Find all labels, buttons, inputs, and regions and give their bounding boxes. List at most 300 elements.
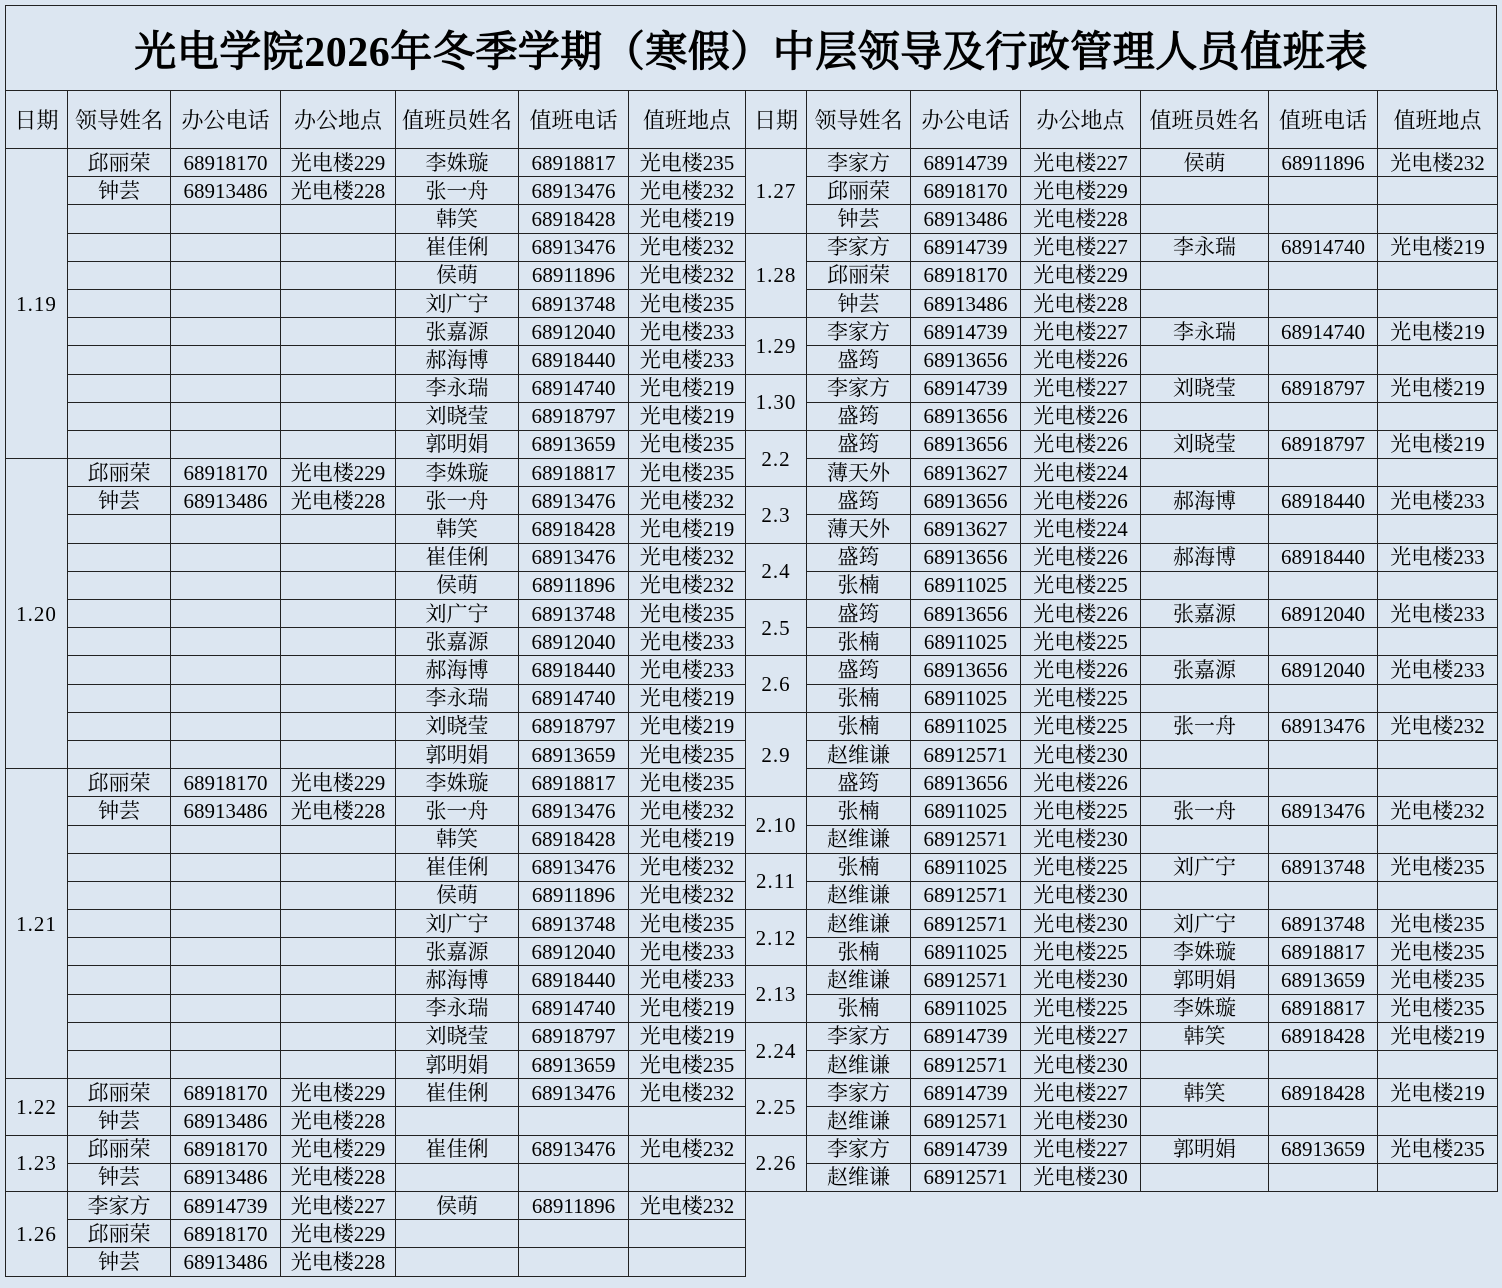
cell-duty-phone: 68911896 xyxy=(519,571,629,599)
cell-office-phone: 68913486 xyxy=(171,1163,281,1191)
cell-date: 2.6 xyxy=(746,656,807,712)
cell-office-phone: 68918170 xyxy=(171,769,281,797)
cell-duty-phone: 68913659 xyxy=(519,430,629,458)
cell-duty-name: 张嘉源 xyxy=(396,628,519,656)
cell-office-phone: 68914739 xyxy=(911,318,1021,346)
cell-duty-name xyxy=(396,1107,519,1135)
cell-duty-location: 光电楼232 xyxy=(629,1135,746,1163)
cell-duty-name: 崔佳俐 xyxy=(396,543,519,571)
cell-duty-phone xyxy=(1269,205,1378,233)
cell-duty-phone: 68918440 xyxy=(519,966,629,994)
cell-duty-location xyxy=(1378,1051,1498,1079)
cell-duty-phone: 68914740 xyxy=(519,374,629,402)
column-header-duty-location: 值班地点 xyxy=(629,91,746,149)
cell-leader-name: 邱丽荣 xyxy=(807,177,911,205)
cell-office-location: 光电楼227 xyxy=(281,1191,396,1219)
cell-duty-location: 光电楼235 xyxy=(1378,994,1498,1022)
page-title: 光电学院2026年冬季学期（寒假）中层领导及行政管理人员值班表 xyxy=(5,5,1497,91)
cell-duty-location: 光电楼235 xyxy=(1378,910,1498,938)
column-header-leader-name: 领导姓名 xyxy=(807,91,911,149)
cell-duty-phone: 68912040 xyxy=(1269,600,1378,628)
cell-duty-location: 光电楼219 xyxy=(629,994,746,1022)
cell-duty-name: 郭明娟 xyxy=(396,740,519,768)
cell-duty-location: 光电楼233 xyxy=(629,938,746,966)
cell-office-location: 光电楼228 xyxy=(281,177,396,205)
cell-office-location: 光电楼227 xyxy=(1021,318,1141,346)
cell-date: 2.9 xyxy=(746,712,807,797)
cell-office-location xyxy=(281,318,396,346)
cell-duty-phone: 68913748 xyxy=(519,910,629,938)
cell-duty-phone: 68913476 xyxy=(519,797,629,825)
cell-duty-name: 李姝璇 xyxy=(396,149,519,177)
cell-duty-phone: 68918428 xyxy=(519,205,629,233)
column-header-leader-name: 领导姓名 xyxy=(68,91,171,149)
cell-duty-location: 光电楼233 xyxy=(629,346,746,374)
cell-leader-name: 盛筠 xyxy=(807,600,911,628)
cell-office-location xyxy=(281,825,396,853)
cell-duty-phone xyxy=(519,1220,629,1248)
cell-office-location: 光电楼226 xyxy=(1021,543,1141,571)
cell-duty-phone: 68912040 xyxy=(1269,656,1378,684)
cell-duty-name: 刘广宁 xyxy=(396,910,519,938)
cell-duty-phone xyxy=(1269,825,1378,853)
cell-duty-name: 张一舟 xyxy=(1141,797,1269,825)
cell-duty-name: 李姝璇 xyxy=(396,459,519,487)
cell-office-phone: 68913627 xyxy=(911,515,1021,543)
table-row xyxy=(6,712,1498,740)
cell-office-location xyxy=(281,881,396,909)
cell-office-location xyxy=(281,543,396,571)
cell-office-phone xyxy=(171,881,281,909)
cell-duty-phone: 68913659 xyxy=(1269,1135,1378,1163)
cell-office-phone: 68918170 xyxy=(171,1135,281,1163)
cell-office-phone: 68914739 xyxy=(171,1191,281,1219)
cell-duty-phone: 68913659 xyxy=(519,740,629,768)
cell-leader-name xyxy=(68,430,171,458)
cell-leader-name: 赵维谦 xyxy=(807,1051,911,1079)
cell-leader-name xyxy=(68,1022,171,1050)
cell-duty-name: 郭明娟 xyxy=(396,1051,519,1079)
cell-leader-name xyxy=(68,938,171,966)
cell-office-location xyxy=(281,571,396,599)
cell-duty-location xyxy=(1378,881,1498,909)
cell-duty-location xyxy=(1378,459,1498,487)
cell-duty-phone: 68913748 xyxy=(1269,853,1378,881)
cell-duty-phone: 68918428 xyxy=(1269,1079,1378,1107)
cell-duty-phone xyxy=(1269,684,1378,712)
cell-office-location: 光电楼229 xyxy=(1021,261,1141,289)
cell-office-location xyxy=(281,374,396,402)
cell-leader-name xyxy=(68,233,171,261)
cell-leader-name: 张楠 xyxy=(807,684,911,712)
cell-office-location xyxy=(281,205,396,233)
cell-leader-name: 邱丽荣 xyxy=(68,459,171,487)
cell-duty-phone: 68914740 xyxy=(1269,233,1378,261)
cell-duty-name: 李姝璇 xyxy=(1141,938,1269,966)
cell-leader-name: 钟芸 xyxy=(68,1107,171,1135)
header-row xyxy=(6,91,1498,149)
cell-leader-name: 李家方 xyxy=(807,1022,911,1050)
cell-office-location xyxy=(281,910,396,938)
cell-duty-phone: 68911896 xyxy=(519,881,629,909)
cell-duty-phone: 68918797 xyxy=(519,712,629,740)
cell-office-phone: 68912571 xyxy=(911,825,1021,853)
cell-office-phone xyxy=(171,712,281,740)
cell-duty-location: 光电楼232 xyxy=(1378,712,1498,740)
cell-leader-name: 钟芸 xyxy=(807,289,911,317)
cell-duty-name: 张一舟 xyxy=(1141,712,1269,740)
cell-office-location: 光电楼226 xyxy=(1021,600,1141,628)
cell-duty-name xyxy=(1141,881,1269,909)
cell-office-phone: 68911025 xyxy=(911,853,1021,881)
cell-date: 2.5 xyxy=(746,600,807,656)
cell-duty-name xyxy=(1141,289,1269,317)
cell-duty-name xyxy=(1141,515,1269,543)
cell-office-location: 光电楼227 xyxy=(1021,374,1141,402)
cell-office-phone: 68913627 xyxy=(911,459,1021,487)
cell-duty-name: 郝海博 xyxy=(1141,487,1269,515)
cell-office-phone xyxy=(171,825,281,853)
cell-office-phone xyxy=(171,571,281,599)
cell-duty-phone: 68912040 xyxy=(519,318,629,346)
cell-office-location: 光电楼230 xyxy=(1021,825,1141,853)
cell-duty-name: 李姝璇 xyxy=(396,769,519,797)
roster-body xyxy=(6,149,1498,1277)
cell-duty-phone: 68918440 xyxy=(1269,543,1378,571)
cell-office-phone: 68911025 xyxy=(911,571,1021,599)
cell-duty-name xyxy=(1141,740,1269,768)
cell-duty-name: 郭明娟 xyxy=(1141,1135,1269,1163)
cell-duty-location: 光电楼235 xyxy=(629,740,746,768)
cell-leader-name: 李家方 xyxy=(807,149,911,177)
cell-duty-name: 崔佳俐 xyxy=(396,853,519,881)
cell-office-phone: 68913656 xyxy=(911,487,1021,515)
column-header-duty-name: 值班员姓名 xyxy=(1141,91,1269,149)
cell-leader-name: 盛筠 xyxy=(807,656,911,684)
cell-office-location xyxy=(281,938,396,966)
cell-office-phone: 68913656 xyxy=(911,346,1021,374)
cell-leader-name: 李家方 xyxy=(807,233,911,261)
cell-leader-name xyxy=(68,656,171,684)
cell-office-location: 光电楼226 xyxy=(1021,346,1141,374)
cell-leader-name xyxy=(68,600,171,628)
cell-leader-name: 赵维谦 xyxy=(807,966,911,994)
cell-date: 2.2 xyxy=(746,430,807,486)
cell-duty-location xyxy=(629,1220,746,1248)
cell-office-location: 光电楼225 xyxy=(1021,853,1141,881)
cell-duty-phone: 68918428 xyxy=(519,515,629,543)
cell-duty-name xyxy=(1141,571,1269,599)
cell-duty-name xyxy=(1141,1051,1269,1079)
cell-office-phone: 68914739 xyxy=(911,1079,1021,1107)
cell-duty-location: 光电楼233 xyxy=(629,656,746,684)
cell-office-location: 光电楼227 xyxy=(1021,233,1141,261)
cell-office-phone: 68912571 xyxy=(911,966,1021,994)
cell-office-location xyxy=(281,712,396,740)
cell-leader-name: 李家方 xyxy=(807,1135,911,1163)
table-row xyxy=(6,1079,1498,1107)
cell-duty-name xyxy=(1141,684,1269,712)
cell-office-phone: 68918170 xyxy=(171,1079,281,1107)
cell-leader-name: 钟芸 xyxy=(68,1163,171,1191)
cell-office-location: 光电楼228 xyxy=(281,1107,396,1135)
cell-office-phone: 68914739 xyxy=(911,149,1021,177)
column-header-office-location: 办公地点 xyxy=(1021,91,1141,149)
cell-office-phone: 68914739 xyxy=(911,1135,1021,1163)
cell-duty-name: 郝海博 xyxy=(396,656,519,684)
cell-date: 2.11 xyxy=(746,853,807,909)
cell-office-phone: 68913656 xyxy=(911,769,1021,797)
cell-office-location: 光电楼228 xyxy=(1021,289,1141,317)
cell-office-location: 光电楼226 xyxy=(1021,402,1141,430)
cell-office-phone xyxy=(171,515,281,543)
cell-date: 1.21 xyxy=(6,769,68,1079)
cell-office-phone: 68918170 xyxy=(911,177,1021,205)
cell-office-location xyxy=(281,430,396,458)
cell-duty-name: 韩笑 xyxy=(396,205,519,233)
cell-duty-location xyxy=(1378,177,1498,205)
cell-duty-phone xyxy=(1269,1051,1378,1079)
cell-duty-name xyxy=(1141,177,1269,205)
cell-leader-name xyxy=(68,318,171,346)
cell-office-phone xyxy=(171,543,281,571)
cell-duty-name: 李永瑞 xyxy=(1141,318,1269,346)
table-row xyxy=(6,1191,1498,1219)
cell-office-location xyxy=(281,628,396,656)
table-row xyxy=(6,430,1498,458)
column-header-office-phone: 办公电话 xyxy=(911,91,1021,149)
cell-duty-location xyxy=(1378,289,1498,317)
cell-duty-name: 韩笑 xyxy=(396,515,519,543)
cell-duty-name: 李永瑞 xyxy=(396,684,519,712)
cell-date: 2.4 xyxy=(746,543,807,599)
cell-leader-name: 钟芸 xyxy=(68,1248,171,1276)
cell-office-location xyxy=(281,233,396,261)
cell-date: 2.3 xyxy=(746,487,807,543)
cell-duty-phone xyxy=(1269,769,1378,797)
cell-duty-location: 光电楼235 xyxy=(629,149,746,177)
cell-office-location xyxy=(281,600,396,628)
cell-duty-name: 郭明娟 xyxy=(396,430,519,458)
cell-leader-name xyxy=(68,910,171,938)
cell-leader-name: 钟芸 xyxy=(68,797,171,825)
cell-duty-name xyxy=(396,1248,519,1276)
cell-duty-name: 刘晓莹 xyxy=(396,712,519,740)
cell-duty-location: 光电楼219 xyxy=(1378,1079,1498,1107)
cell-duty-location: 光电楼235 xyxy=(1378,853,1498,881)
cell-duty-phone: 68913659 xyxy=(1269,966,1378,994)
cell-duty-name: 韩笑 xyxy=(1141,1079,1269,1107)
cell-office-location: 光电楼230 xyxy=(1021,881,1141,909)
cell-duty-phone: 68918797 xyxy=(519,1022,629,1050)
cell-duty-phone xyxy=(1269,1107,1378,1135)
cell-duty-phone: 68918817 xyxy=(1269,994,1378,1022)
cell-duty-phone: 68918440 xyxy=(519,346,629,374)
cell-duty-location: 光电楼219 xyxy=(1378,1022,1498,1050)
cell-duty-name: 李永瑞 xyxy=(396,994,519,1022)
cell-office-phone: 68911025 xyxy=(911,628,1021,656)
cell-duty-location: 光电楼219 xyxy=(1378,374,1498,402)
cell-office-location: 光电楼224 xyxy=(1021,459,1141,487)
cell-date: 2.26 xyxy=(746,1135,807,1191)
column-header-duty-phone: 值班电话 xyxy=(519,91,629,149)
cell-duty-name: 刘晓莹 xyxy=(396,1022,519,1050)
cell-office-location: 光电楼229 xyxy=(1021,177,1141,205)
table-row xyxy=(6,1135,1498,1163)
cell-office-phone: 68912571 xyxy=(911,740,1021,768)
cell-office-phone: 68913486 xyxy=(911,289,1021,317)
cell-office-phone: 68913656 xyxy=(911,656,1021,684)
cell-duty-location xyxy=(1378,628,1498,656)
cell-duty-location: 光电楼233 xyxy=(1378,543,1498,571)
cell-date: 2.25 xyxy=(746,1079,807,1135)
cell-office-phone: 68913486 xyxy=(171,177,281,205)
cell-office-phone xyxy=(171,374,281,402)
cell-duty-phone: 68918797 xyxy=(519,402,629,430)
cell-office-phone xyxy=(171,1051,281,1079)
cell-leader-name: 李家方 xyxy=(807,318,911,346)
cell-office-location: 光电楼228 xyxy=(281,1163,396,1191)
cell-office-location: 光电楼227 xyxy=(1021,1022,1141,1050)
cell-duty-location: 光电楼219 xyxy=(629,402,746,430)
cell-office-location: 光电楼226 xyxy=(1021,769,1141,797)
cell-duty-location xyxy=(629,1107,746,1135)
cell-office-phone: 68913656 xyxy=(911,430,1021,458)
cell-date: 1.30 xyxy=(746,374,807,430)
cell-duty-name: 李永瑞 xyxy=(396,374,519,402)
cell-duty-location xyxy=(1378,571,1498,599)
cell-leader-name xyxy=(68,205,171,233)
cell-duty-phone: 68912040 xyxy=(519,628,629,656)
cell-leader-name: 张楠 xyxy=(807,628,911,656)
cell-duty-phone xyxy=(1269,177,1378,205)
cell-office-phone: 68918170 xyxy=(171,149,281,177)
cell-office-phone xyxy=(171,656,281,684)
cell-duty-name xyxy=(1141,769,1269,797)
cell-date: 1.29 xyxy=(746,318,807,374)
cell-office-location: 光电楼230 xyxy=(1021,966,1141,994)
cell-duty-location xyxy=(1378,684,1498,712)
table-row xyxy=(6,543,1498,571)
cell-duty-location: 光电楼235 xyxy=(629,769,746,797)
cell-office-phone xyxy=(171,289,281,317)
cell-duty-name: 韩笑 xyxy=(396,825,519,853)
cell-office-phone: 68913486 xyxy=(171,487,281,515)
cell-leader-name: 张楠 xyxy=(807,797,911,825)
cell-duty-location: 光电楼219 xyxy=(629,825,746,853)
cell-duty-phone xyxy=(1269,402,1378,430)
cell-office-location: 光电楼228 xyxy=(1021,205,1141,233)
cell-duty-phone: 68913476 xyxy=(519,1135,629,1163)
cell-duty-location xyxy=(1378,1163,1498,1191)
cell-office-location: 光电楼230 xyxy=(1021,1163,1141,1191)
cell-office-location xyxy=(281,1051,396,1079)
cell-office-phone xyxy=(171,318,281,346)
cell-duty-phone: 68918440 xyxy=(1269,487,1378,515)
cell-duty-phone: 68911896 xyxy=(1269,149,1378,177)
cell-office-phone xyxy=(171,346,281,374)
cell-office-location: 光电楼225 xyxy=(1021,684,1141,712)
cell-duty-location xyxy=(1378,402,1498,430)
cell-duty-phone: 68914740 xyxy=(1269,318,1378,346)
cell-office-phone xyxy=(171,402,281,430)
cell-duty-name: 侯萌 xyxy=(396,571,519,599)
table-row xyxy=(6,600,1498,628)
cell-duty-location: 光电楼232 xyxy=(629,487,746,515)
cell-duty-location xyxy=(1378,515,1498,543)
cell-duty-phone: 68913748 xyxy=(519,289,629,317)
cell-office-location xyxy=(281,740,396,768)
cell-duty-name: 李姝璇 xyxy=(1141,994,1269,1022)
cell-office-phone xyxy=(171,994,281,1022)
cell-duty-location: 光电楼219 xyxy=(629,712,746,740)
cell-office-location: 光电楼227 xyxy=(1021,1135,1141,1163)
column-header-office-location: 办公地点 xyxy=(281,91,396,149)
table-row xyxy=(6,853,1498,881)
cell-office-phone xyxy=(171,684,281,712)
cell-duty-location: 光电楼235 xyxy=(629,430,746,458)
cell-duty-location: 光电楼232 xyxy=(629,797,746,825)
cell-duty-phone xyxy=(1269,261,1378,289)
cell-duty-phone: 68918817 xyxy=(519,459,629,487)
cell-duty-location: 光电楼235 xyxy=(629,459,746,487)
cell-leader-name: 邱丽荣 xyxy=(807,261,911,289)
cell-duty-phone: 68913659 xyxy=(519,1051,629,1079)
cell-leader-name xyxy=(68,825,171,853)
cell-duty-name: 刘广宁 xyxy=(396,289,519,317)
cell-duty-phone: 68918817 xyxy=(519,769,629,797)
cell-leader-name: 盛筠 xyxy=(807,769,911,797)
cell-duty-location: 光电楼219 xyxy=(629,684,746,712)
cell-leader-name: 张楠 xyxy=(807,994,911,1022)
cell-office-phone: 68911025 xyxy=(911,797,1021,825)
cell-office-phone: 68912571 xyxy=(911,1051,1021,1079)
cell-duty-name xyxy=(1141,1163,1269,1191)
table-row xyxy=(6,374,1498,402)
cell-office-phone: 68911025 xyxy=(911,684,1021,712)
cell-duty-location: 光电楼235 xyxy=(1378,938,1498,966)
cell-leader-name: 张楠 xyxy=(807,938,911,966)
cell-leader-name: 李家方 xyxy=(68,1191,171,1219)
cell-leader-name xyxy=(68,543,171,571)
cell-office-phone: 68914739 xyxy=(911,1022,1021,1050)
cell-duty-phone: 68913476 xyxy=(1269,797,1378,825)
cell-duty-location xyxy=(1378,740,1498,768)
column-header-duty-location: 值班地点 xyxy=(1378,91,1498,149)
cell-leader-name xyxy=(68,966,171,994)
cell-office-location: 光电楼229 xyxy=(281,149,396,177)
cell-office-phone: 68911025 xyxy=(911,938,1021,966)
cell-leader-name xyxy=(68,1051,171,1079)
cell-duty-location: 光电楼232 xyxy=(629,233,746,261)
cell-office-location xyxy=(281,261,396,289)
cell-leader-name: 盛筠 xyxy=(807,346,911,374)
cell-date: 1.22 xyxy=(6,1079,68,1135)
cell-leader-name: 钟芸 xyxy=(68,177,171,205)
cell-duty-location xyxy=(629,1248,746,1276)
cell-duty-location: 光电楼235 xyxy=(629,289,746,317)
cell-date: 2.10 xyxy=(746,797,807,853)
cell-leader-name: 赵维谦 xyxy=(807,1107,911,1135)
cell-office-phone: 68912571 xyxy=(911,881,1021,909)
cell-duty-location: 光电楼232 xyxy=(629,571,746,599)
cell-duty-name: 张嘉源 xyxy=(1141,656,1269,684)
cell-office-phone: 68914739 xyxy=(911,233,1021,261)
cell-duty-name: 刘广宁 xyxy=(1141,853,1269,881)
cell-office-location: 光电楼230 xyxy=(1021,1051,1141,1079)
cell-duty-name: 郝海博 xyxy=(396,346,519,374)
cell-office-phone: 68913486 xyxy=(171,797,281,825)
